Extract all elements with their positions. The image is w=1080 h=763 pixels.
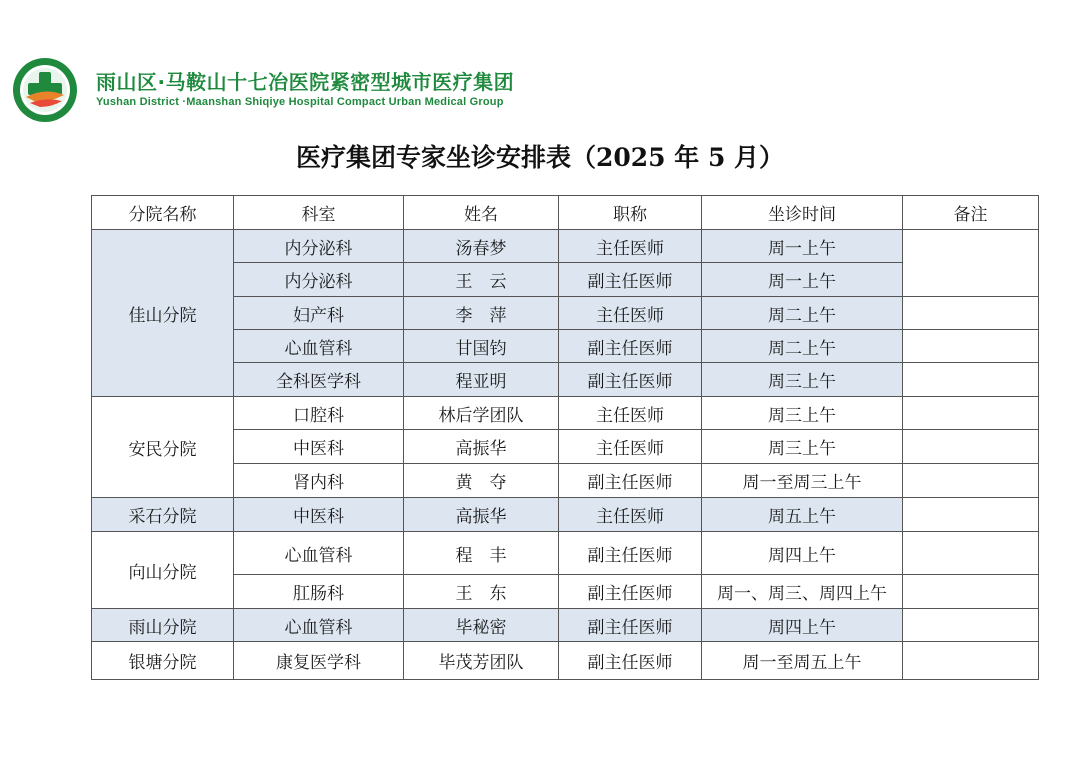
org-name-cn: 雨山区·马鞍山十七冶医院紧密型城市医疗集团 — [96, 70, 515, 94]
remark-cell — [903, 532, 1039, 575]
name-cell: 高振华 — [404, 430, 559, 464]
header-remark: 备注 — [903, 196, 1039, 230]
branch-cell: 向山分院 — [92, 532, 234, 609]
dept-cell: 全科医学科 — [234, 363, 404, 397]
remark-cell — [903, 330, 1039, 363]
remark-cell — [903, 498, 1039, 532]
table-row — [92, 330, 1039, 363]
table-row — [92, 609, 1039, 642]
time-cell: 周一上午 — [702, 263, 903, 297]
table-row — [92, 430, 1039, 464]
dept-cell: 肛肠科 — [234, 575, 404, 609]
time-cell: 周一上午 — [702, 230, 903, 263]
title-cell: 主任医师 — [559, 498, 702, 532]
time-cell: 周三上午 — [702, 363, 903, 397]
remark-cell — [903, 297, 1039, 330]
table-row — [92, 464, 1039, 498]
dept-cell: 内分泌科 — [234, 263, 404, 297]
time-cell: 周一至周三上午 — [702, 464, 903, 498]
time-cell: 周二上午 — [702, 297, 903, 330]
title-cell: 主任医师 — [559, 430, 702, 464]
time-cell: 周五上午 — [702, 498, 903, 532]
dept-cell: 中医科 — [234, 430, 404, 464]
org-header — [12, 55, 514, 125]
dept-cell: 妇产科 — [234, 297, 404, 330]
table-row — [92, 230, 1039, 263]
time-cell: 周四上午 — [702, 609, 903, 642]
table-row — [92, 397, 1039, 430]
name-cell: 毕茂芳团队 — [404, 642, 559, 680]
remark-cell — [903, 363, 1039, 397]
title-cell: 副主任医师 — [559, 464, 702, 498]
remark-cell — [903, 642, 1039, 680]
name-cell: 林后学团队 — [404, 397, 559, 430]
name-cell: 程 丰 — [404, 532, 559, 575]
title-cell: 副主任医师 — [559, 330, 702, 363]
page-title: 医疗集团专家坐诊安排表（2025 年 5 月） — [295, 143, 785, 172]
name-cell: 黄 夺 — [404, 464, 559, 498]
header-name: 姓名 — [404, 196, 559, 230]
table-row — [92, 532, 1039, 575]
dept-cell: 心血管科 — [234, 609, 404, 642]
title-cell: 副主任医师 — [559, 532, 702, 575]
time-cell: 周四上午 — [702, 532, 903, 575]
name-cell: 王 云 — [404, 263, 559, 297]
title-cell: 副主任医师 — [559, 575, 702, 609]
hospital-logo-icon — [12, 57, 78, 123]
dept-cell: 口腔科 — [234, 397, 404, 430]
table-row — [92, 297, 1039, 330]
dept-cell: 中医科 — [234, 498, 404, 532]
time-cell: 周三上午 — [702, 430, 903, 464]
title-cell: 主任医师 — [559, 230, 702, 263]
remark-cell — [903, 464, 1039, 498]
name-cell: 高振华 — [404, 498, 559, 532]
name-cell: 汤春梦 — [404, 230, 559, 263]
dept-cell: 心血管科 — [234, 330, 404, 363]
table-row — [92, 498, 1039, 532]
header-time: 坐诊时间 — [702, 196, 903, 230]
branch-cell: 银塘分院 — [92, 642, 234, 680]
table-row — [92, 263, 1039, 297]
remark-cell — [903, 575, 1039, 609]
remark-cell — [903, 230, 1039, 297]
time-cell: 周一、周三、周四上午 — [702, 575, 903, 609]
title-cell: 副主任医师 — [559, 609, 702, 642]
remark-cell — [903, 609, 1039, 642]
branch-cell: 采石分院 — [92, 498, 234, 532]
dept-cell: 内分泌科 — [234, 230, 404, 263]
title-cell: 副主任医师 — [559, 363, 702, 397]
title-cell: 主任医师 — [559, 397, 702, 430]
title-cell: 副主任医师 — [559, 263, 702, 297]
time-cell: 周三上午 — [702, 397, 903, 430]
name-cell: 王 东 — [404, 575, 559, 609]
time-cell: 周二上午 — [702, 330, 903, 363]
header-dept: 科室 — [234, 196, 404, 230]
branch-cell: 雨山分院 — [92, 609, 234, 642]
org-name-en: Yushan District ·Maanshan Shiqiye Hospital Compact Urban Medical Group — [96, 96, 504, 108]
table-row — [92, 642, 1039, 680]
schedule-table — [91, 195, 1039, 680]
title-cell: 副主任医师 — [559, 642, 702, 680]
name-cell: 李 萍 — [404, 297, 559, 330]
name-cell: 毕秘密 — [404, 609, 559, 642]
remark-cell — [903, 430, 1039, 464]
table-row — [92, 575, 1039, 609]
dept-cell: 康复医学科 — [234, 642, 404, 680]
title-cell: 主任医师 — [559, 297, 702, 330]
dept-cell: 心血管科 — [234, 532, 404, 575]
table-row — [92, 363, 1039, 397]
header-branch: 分院名称 — [92, 196, 234, 230]
table-header-row — [92, 196, 1039, 230]
name-cell: 程亚明 — [404, 363, 559, 397]
branch-cell: 安民分院 — [92, 397, 234, 498]
header-title: 职称 — [559, 196, 702, 230]
branch-cell: 佳山分院 — [92, 230, 234, 397]
remark-cell — [903, 397, 1039, 430]
time-cell: 周一至周五上午 — [702, 642, 903, 680]
dept-cell: 肾内科 — [234, 464, 404, 498]
name-cell: 甘国钧 — [404, 330, 559, 363]
